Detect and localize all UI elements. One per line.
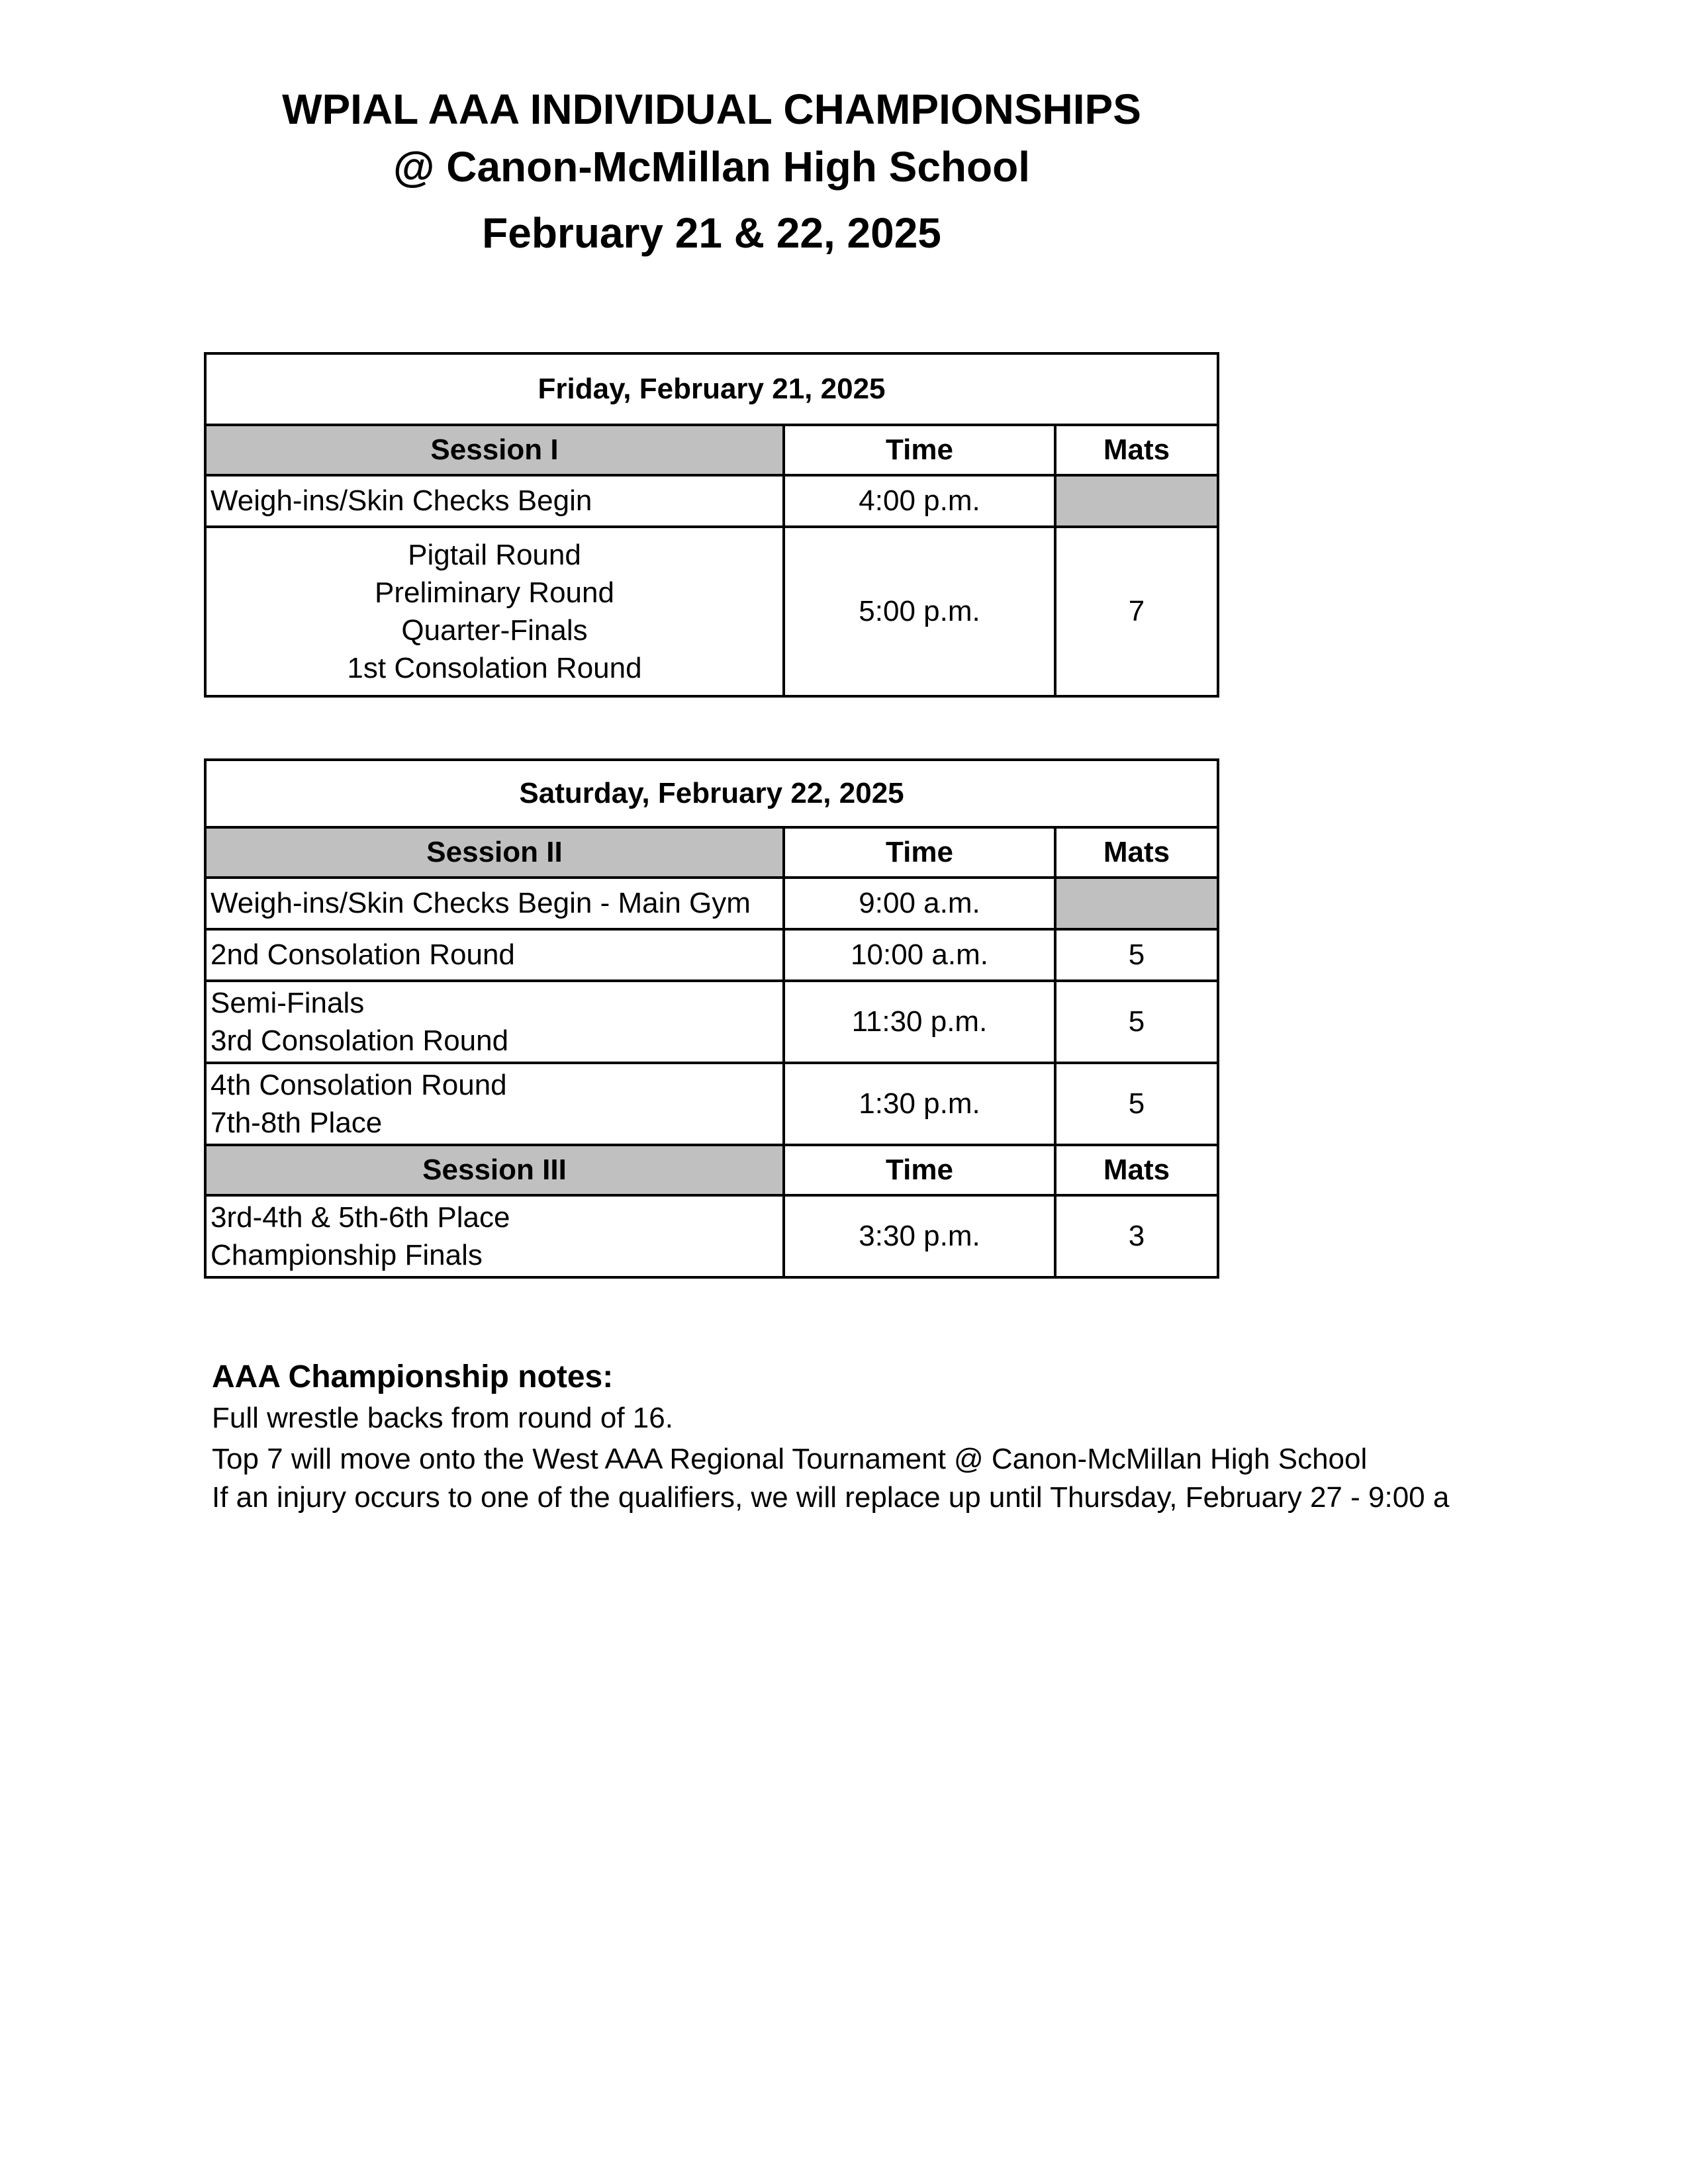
event-cell: 2nd Consolation Round xyxy=(205,929,784,981)
friday-schedule-table xyxy=(204,352,1219,698)
table-row xyxy=(205,929,1218,981)
session3-time-header: Time xyxy=(784,1145,1055,1195)
note-line-clipped: If an injury occurs to one of the qualifiers, we will replace up until Thursday, February 27 - 9:00 a xyxy=(212,1481,1450,1514)
table-row xyxy=(205,527,1218,696)
note-line: Top 7 will move onto the West AAA Regional Tournament @ Canon-McMillan High School xyxy=(212,1443,1368,1475)
friday-day-title: Friday, February 21, 2025 xyxy=(205,353,1218,425)
session3-mats-header: Mats xyxy=(1055,1145,1218,1195)
time-cell: 5:00 p.m. xyxy=(784,527,1055,696)
session3-header: Session III xyxy=(205,1145,784,1195)
event-cell: Weigh-ins/Skin Checks Begin xyxy=(205,475,784,527)
mats-cell: 7 xyxy=(1055,527,1218,696)
saturday-session-header: Session II xyxy=(205,827,784,878)
championship-notes xyxy=(212,1357,1367,1480)
table-row xyxy=(205,878,1218,929)
document-title: WPIAL AAA INDIVIDUAL CHAMPIONSHIPS xyxy=(282,85,1141,133)
table-row xyxy=(205,475,1218,527)
saturday-day-title: Saturday, February 22, 2025 xyxy=(205,760,1218,827)
mats-cell: 3 xyxy=(1055,1195,1218,1277)
event-cell: Weigh-ins/Skin Checks Begin - Main Gym xyxy=(205,878,784,929)
note-line: Full wrestle backs from round of 16. xyxy=(212,1402,673,1434)
event-cell: Semi-Finals 3rd Consolation Round xyxy=(205,981,784,1063)
table-row xyxy=(205,981,1218,1063)
time-cell: 1:30 p.m. xyxy=(784,1063,1055,1145)
venue-title: @ Canon-McMillan High School xyxy=(393,143,1030,191)
event-cell: Pigtail Round Preliminary Round Quarter-Finals 1st Consolation Round xyxy=(205,527,784,696)
saturday-time-header: Time xyxy=(784,827,1055,878)
time-cell: 4:00 p.m. xyxy=(784,475,1055,527)
event-cell: 3rd-4th & 5th-6th Place Championship Finals xyxy=(205,1195,784,1277)
friday-session-header: Session I xyxy=(205,425,784,475)
notes-heading: AAA Championship notes: xyxy=(212,1359,614,1394)
time-cell: 3:30 p.m. xyxy=(784,1195,1055,1277)
friday-mats-header: Mats xyxy=(1055,425,1218,475)
mats-cell xyxy=(1055,475,1218,527)
time-cell: 10:00 a.m. xyxy=(784,929,1055,981)
saturday-schedule-table xyxy=(204,758,1219,1279)
saturday-mats-header: Mats xyxy=(1055,827,1218,878)
mats-cell: 5 xyxy=(1055,1063,1218,1145)
friday-time-header: Time xyxy=(784,425,1055,475)
table-row xyxy=(205,1195,1218,1277)
mats-cell: 5 xyxy=(1055,929,1218,981)
mats-cell: 5 xyxy=(1055,981,1218,1063)
mats-cell xyxy=(1055,878,1218,929)
time-cell: 11:30 p.m. xyxy=(784,981,1055,1063)
dates-title: February 21 & 22, 2025 xyxy=(482,209,941,257)
event-cell: 4th Consolation Round 7th-8th Place xyxy=(205,1063,784,1145)
time-cell: 9:00 a.m. xyxy=(784,878,1055,929)
table-row xyxy=(205,1063,1218,1145)
